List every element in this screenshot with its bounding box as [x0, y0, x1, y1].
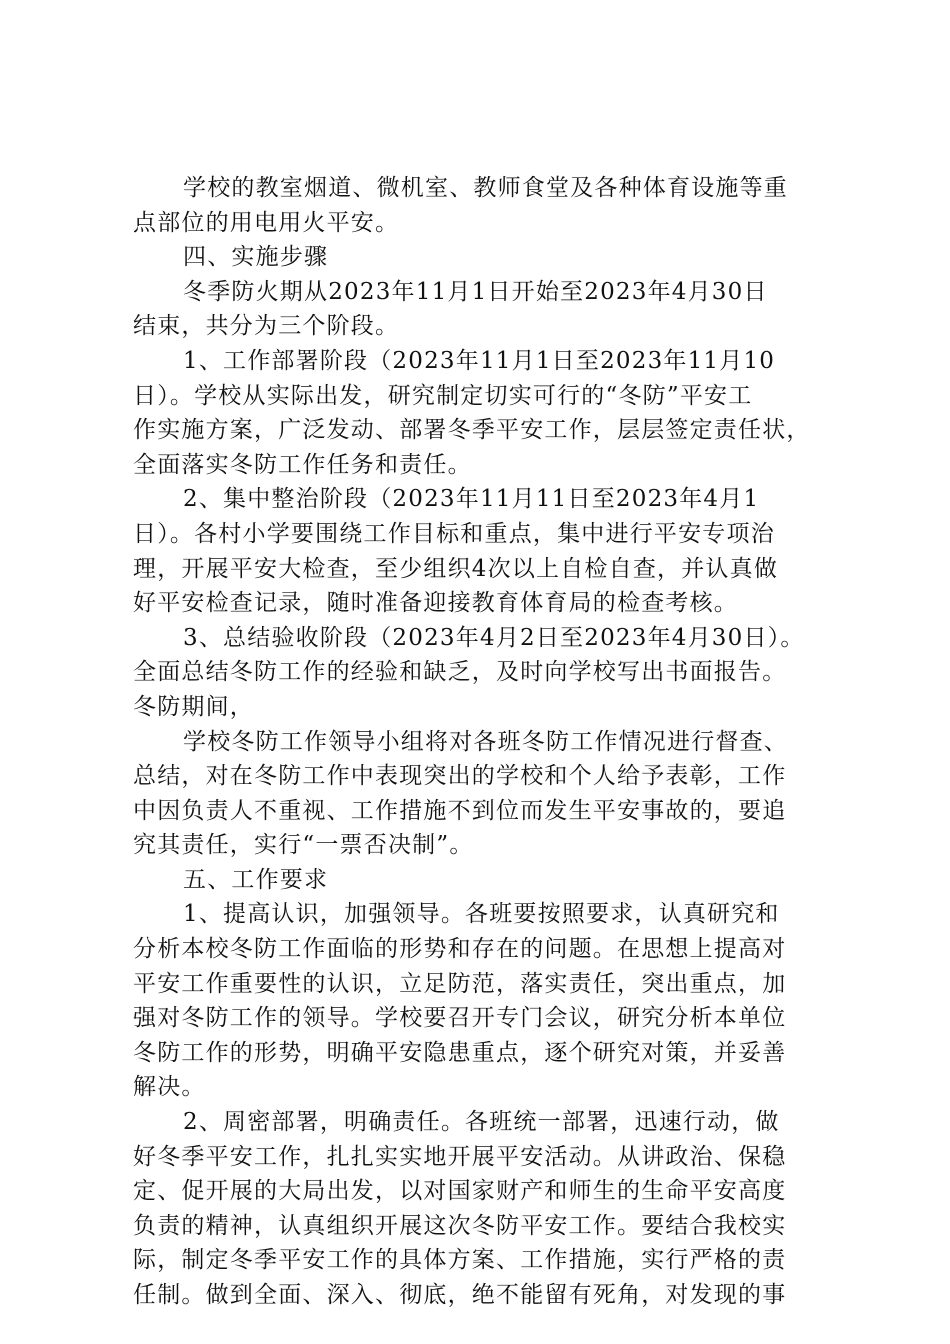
text-line: 解决。: [133, 1074, 206, 1101]
text-line: 强对冬防工作的领导。学校要召开专门会议，研究分析本单位: [133, 1005, 787, 1032]
text-line: 冬防工作的形势，明确平安隐患重点，逐个研究对策，并妥善: [133, 1039, 787, 1066]
text-line: 好平安检查记录，随时准备迎接教育体育局的检查考核。: [133, 590, 738, 617]
text-line: 负责的精神，认真组织开展这次冬防平安工作。要结合我校实: [133, 1212, 787, 1239]
text-line: 冬季防火期从2023年11月1日开始至2023年4月30日: [183, 278, 768, 305]
text-line: 点部位的用电用火平安。: [133, 209, 400, 236]
text-line: 际，制定冬季平安工作的具体方案、工作措施，实行严格的责: [133, 1247, 787, 1274]
text-line: 四、实施步骤: [183, 244, 329, 271]
text-line: 2、集中整治阶段（2023年11月11日至2023年4月1: [183, 486, 760, 513]
text-line: 3、总结验收阶段（2023年4月2日至2023年4月30日）。: [183, 624, 805, 651]
text-line: 1、工作部署阶段（2023年11月1日至2023年11月10: [183, 347, 776, 374]
text-line: 究其责任，实行“一票否决制”。: [133, 832, 474, 859]
text-line: 理，开展平安大检查，至少组织4次以上自检自查，并认真做: [133, 555, 779, 582]
text-line: 定、促开展的大局出发，以对国家财产和师生的生命平安高度: [133, 1178, 787, 1205]
text-line: 任制。做到全面、深入、彻底，绝不能留有死角，对发现的事: [133, 1282, 787, 1308]
text-line: 全面落实冬防工作任务和责任。: [133, 451, 472, 478]
text-line: 结束，共分为三个阶段。: [133, 313, 400, 340]
text-line: 日）。各村小学要围绕工作目标和重点，集中进行平安专项治: [133, 520, 775, 547]
text-line: 作实施方案，广泛发动、部署冬季平安工作，层层签定责任状，: [133, 417, 811, 444]
text-line: 总结，对在冬防工作中表现突出的学校和个人给予表彰，工作: [133, 763, 787, 790]
text-line: 分析本校冬防工作面临的形势和存在的问题。在思想上提高对: [133, 936, 787, 963]
text-line: 日）。学校从实际出发，研究制定切实可行的“冬防”平安工: [133, 382, 753, 409]
document-body: [133, 171, 833, 1313]
text-line: 1、提高认识，加强领导。各班要按照要求，认真研究和: [183, 901, 780, 928]
text-line: 学校的教室烟道、微机室、教师食堂及各种体育设施等重: [183, 175, 788, 201]
text-line: 冬防期间，: [133, 693, 254, 720]
text-line: 全面总结冬防工作的经验和缺乏，及时向学校写出书面报告。: [133, 659, 787, 686]
text-line: 平安工作重要性的认识，立足防范，落实责任，突出重点，加: [133, 970, 787, 997]
text-line: 学校冬防工作领导小组将对各班冬防工作情况进行督查、: [183, 728, 788, 755]
text-line: 中因负责人不重视、工作措施不到位而发生平安事故的，要追: [133, 797, 787, 824]
text-line: 2、周密部署，明确责任。各班统一部署，迅速行动，做: [183, 1109, 780, 1136]
text-line: 好冬季平安工作，扎扎实实地开展平安活动。从讲政治、保稳: [133, 1143, 787, 1170]
text-line: 五、工作要求: [183, 866, 329, 893]
